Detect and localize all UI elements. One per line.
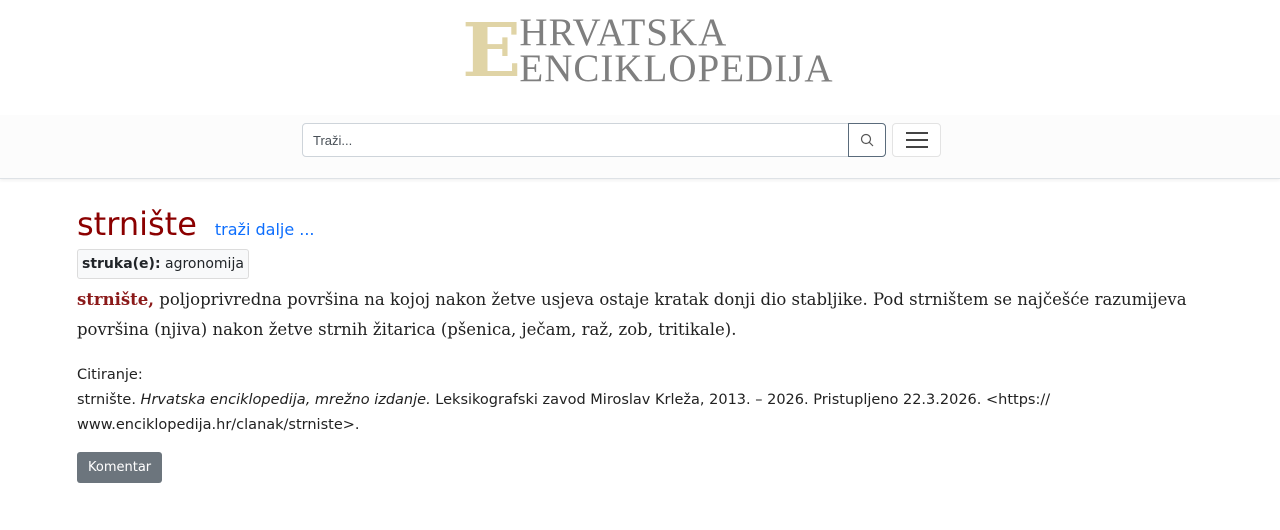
logo[interactable] (461, 8, 834, 94)
headword: strnište, (77, 290, 155, 309)
citation-rest: Leksikografski zavod Miroslav Krleža, 2013. – 2026. Pristupljeno 22.3.2026. <https:// (430, 392, 1051, 408)
search-icon (860, 133, 874, 147)
logo-text (519, 11, 834, 90)
comment-button[interactable]: Komentar (77, 452, 162, 483)
search-more-link[interactable]: traži dalje ... (214, 220, 315, 239)
logo-mark: E (461, 8, 507, 94)
citation-label: Citiranje: (77, 367, 143, 383)
site-header (0, 0, 1280, 115)
article (0, 179, 1280, 509)
hamburger-icon (906, 131, 928, 149)
logo-line1: HRVATSKA (519, 11, 728, 54)
field-badge (77, 249, 249, 279)
definition: poljoprivredna površina na kojoj nakon žetve usjeva ostaje kratak donji dio stabljike. Pod strništem se najčešće razumijeva površina (njiva) nakon žetve strnih žitarica (pšenica, ječam, raž, zob, tritikale). (77, 290, 1187, 339)
field-label: struka(e): (82, 256, 161, 272)
search-input[interactable] (302, 123, 850, 157)
menu-button[interactable] (892, 123, 941, 157)
citation (77, 363, 1203, 438)
field-value: agronomija (165, 256, 244, 272)
page-title: strnište (77, 205, 197, 243)
search-button[interactable] (848, 123, 886, 157)
article-body (77, 285, 1203, 345)
search-bar (0, 115, 1280, 179)
citation-prefix: strnište. (77, 392, 141, 408)
logo-line2: ENCIKLOPEDIJA (519, 47, 834, 90)
citation-url: www.enciklopedija.hr/clanak/strniste>. (77, 417, 360, 433)
citation-work: Hrvatska enciklopedija, mrežno izdanje. (140, 392, 431, 408)
